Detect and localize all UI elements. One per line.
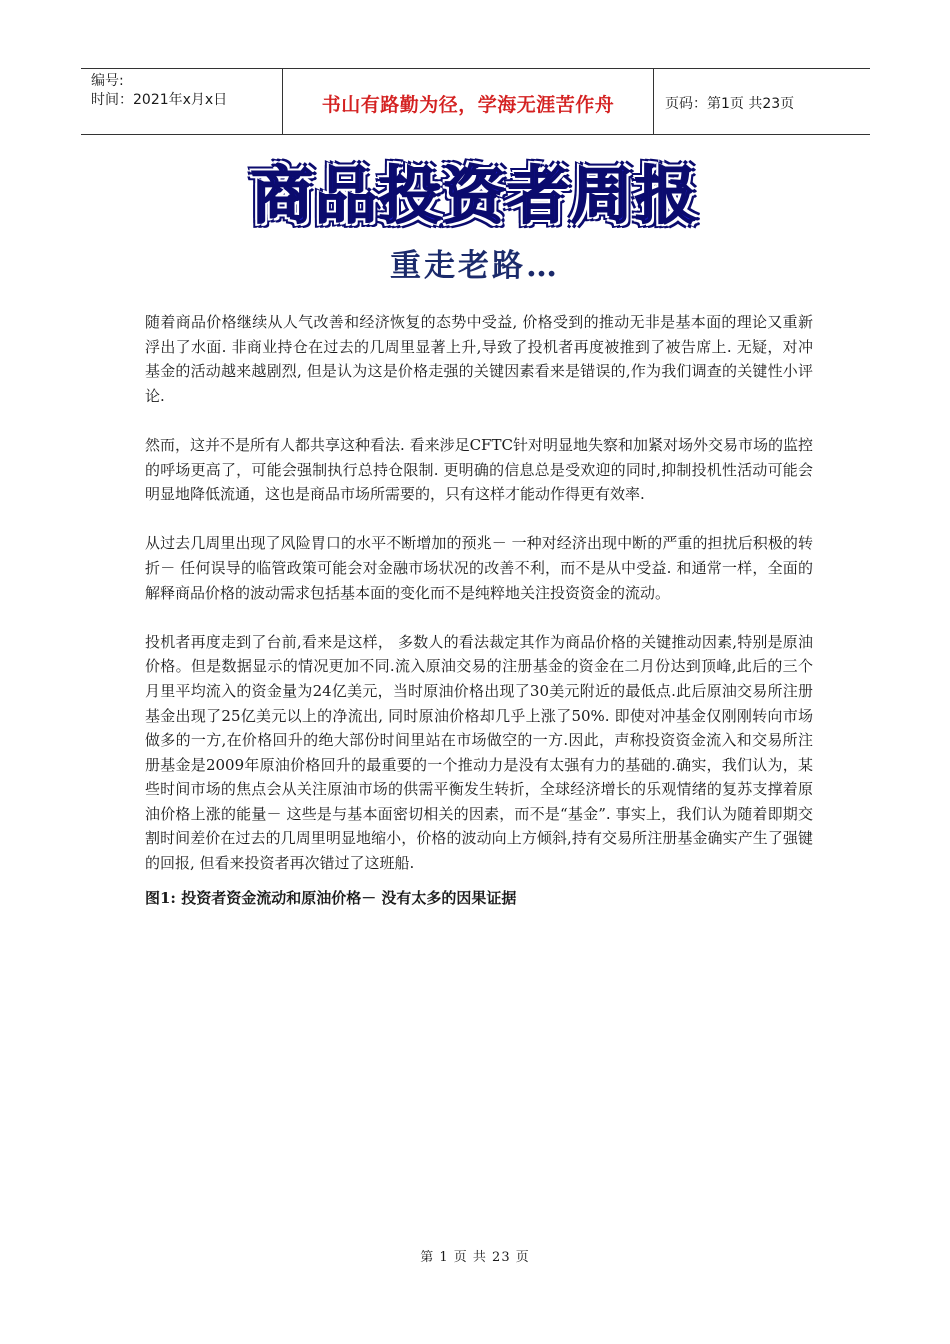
serial-label: 编号: xyxy=(91,73,124,89)
header-motto-cell xyxy=(282,69,654,134)
motto-text: 书山有路勤为径，学海无涯苦作舟 xyxy=(321,94,615,116)
figure-caption: 图1: 投资者资金流动和原油价格－ 没有太多的因果证据 xyxy=(145,888,517,907)
article-body xyxy=(145,310,813,910)
paragraph: 投机者再度走到了台前,看来是这样， 多数人的看法裁定其作为商品价格的关键推动因素,特别是原油价格。但是数据显示的情况更加不同.流入原油交易的注册基金的资金在二月份达到顶峰,此后的三个月里平均流入的资金量为24亿美元，当时原油价格出现了30美元附近的最低点.此后原油交易所注册基金出现了25亿美元以上的净流出, 同时原油价格却几乎上涨了50%. 即使对冲基金仅刚刚转向市场做多的一方,在价格回升的绝大部份时间里站在市场做空的一方.因此，声称投资资金流入和交易所注册基金是2009年原油价格回升的最重要的一个推动力是没有太强有力的基础的.确实，我们认为，某些时间市场的焦点会从关注原油市场的供需平衡发生转折，全球经济增长的乐观情绪的复苏支撑着原油价格上涨的能量－ 这些是与基本面密切相关的因素，而不是“基金”. 事实上，我们认为随着即期交割时间差价在过去的几周里明显地缩小，价格的波动向上方倾斜,持有交易所注册基金确实产生了强键的回报, 但看来投资者再次错过了这班船. xyxy=(145,632,813,873)
page-footer: 第 1 页 共 23 页 xyxy=(420,1250,530,1265)
document-header xyxy=(81,68,870,135)
paragraph: 然而，这并不是所有人都共享这种看法. 看来涉足CFTC针对明显地失察和加紧对场外交易市场的监控的呼场更高了，可能会强制执行总持仓限制. 更明确的信息总是受欢迎的同时,抑制投机性活动可能会明显地降低流通，这也是商品市场所需要的，只有这样才能动作得更有效率. xyxy=(145,435,813,504)
header-page-cell xyxy=(654,69,870,134)
page-title: 商品投资者周报 xyxy=(250,159,699,232)
header-meta xyxy=(81,69,282,134)
page-info: 页码：第1页 共23页 xyxy=(665,95,795,112)
paragraph: 随着商品价格继续从人气改善和经济恢复的态势中受益, 价格受到的推动无非是基本面的理论又重新浮出了水面. 非商业持仓在过去的几周里显著上升,导致了投机者再度被推到了被告席上. 无疑，对冲基金的活动越来越剧烈, 但是认为这是价格走强的关键因素看来是错误的,作为我们调查的关键性小评论. xyxy=(145,313,813,405)
page-subtitle: 重走老路… xyxy=(390,248,560,284)
date-label: 时间：2021年x月x日 xyxy=(91,92,228,108)
paragraph: 从过去几周里出现了风险胃口的水平不断增加的预兆－ 一种对经济出现中断的严重的担扰后积极的转折－ 任何误导的临管政策可能会对金融市场状况的改善不利，而不是从中受益. 和通常一样，全面的解释商品价格的波动需求包括基本面的变化而不是纯粹地关注投资资金的流动。 xyxy=(145,534,813,602)
